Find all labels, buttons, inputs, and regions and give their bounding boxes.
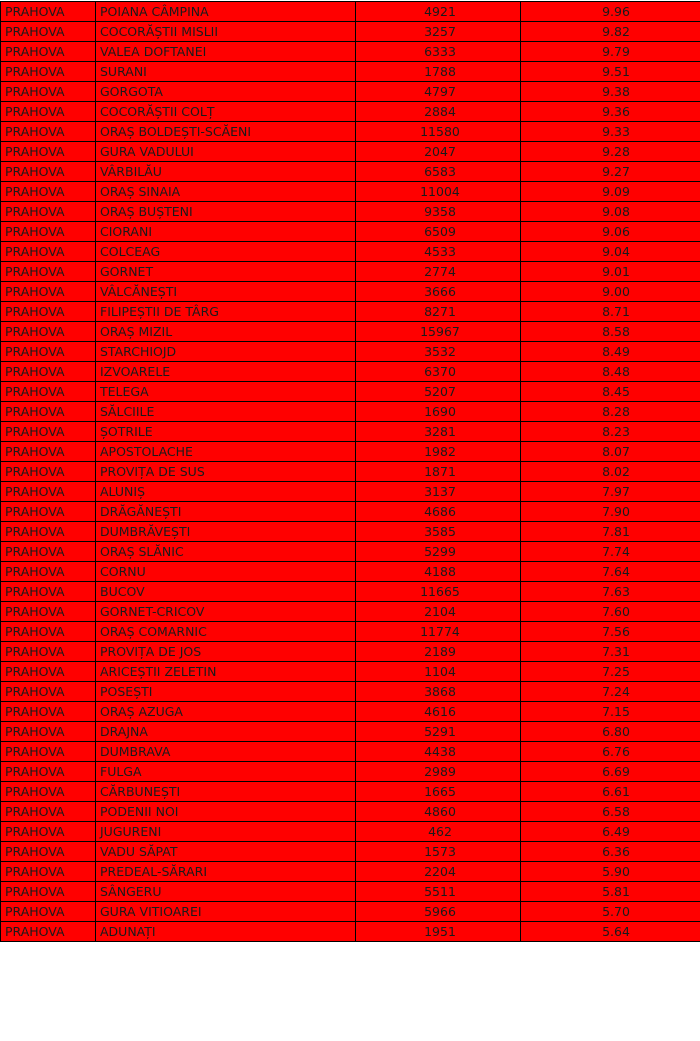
rate-cell[interactable]: 7.97 [521,482,700,502]
population-cell[interactable]: 2047 [356,142,521,162]
table-row [1,742,700,762]
county-cell[interactable]: PRAHOVA [1,282,96,302]
rate-cell[interactable]: 7.74 [521,542,700,562]
locality-cell[interactable]: ADUNAȚI [96,922,356,942]
population-cell[interactable]: 2204 [356,862,521,882]
county-cell[interactable]: PRAHOVA [1,842,96,862]
population-cell[interactable]: 2189 [356,642,521,662]
county-cell[interactable]: PRAHOVA [1,462,96,482]
county-cell[interactable]: PRAHOVA [1,242,96,262]
rate-cell[interactable]: 7.31 [521,642,700,662]
county-cell[interactable]: PRAHOVA [1,542,96,562]
county-cell[interactable]: PRAHOVA [1,22,96,42]
county-cell[interactable]: PRAHOVA [1,82,96,102]
table-row [1,102,700,122]
population-cell[interactable]: 1871 [356,462,521,482]
locality-cell[interactable]: SĂLCIILE [96,402,356,422]
spreadsheet-table [0,1,700,942]
county-cell[interactable]: PRAHOVA [1,182,96,202]
rate-cell[interactable]: 9.33 [521,122,700,142]
locality-cell[interactable]: CĂRBUNEȘTI [96,782,356,802]
county-cell[interactable]: PRAHOVA [1,602,96,622]
locality-cell[interactable]: ORAȘ SLĂNIC [96,542,356,562]
table-row [1,882,700,902]
table-row [1,342,700,362]
locality-cell[interactable]: VÂLCĂNEȘTI [96,282,356,302]
rate-cell[interactable]: 6.61 [521,782,700,802]
table-row [1,262,700,282]
county-cell[interactable]: PRAHOVA [1,322,96,342]
population-cell[interactable]: 2989 [356,762,521,782]
rate-cell[interactable]: 6.49 [521,822,700,842]
table-row [1,542,700,562]
rate-cell[interactable]: 7.60 [521,602,700,622]
population-cell[interactable]: 5299 [356,542,521,562]
county-cell[interactable]: PRAHOVA [1,362,96,382]
county-cell[interactable]: PRAHOVA [1,662,96,682]
rate-cell[interactable]: 5.81 [521,882,700,902]
locality-cell[interactable]: STARCHIOJD [96,342,356,362]
county-cell[interactable]: PRAHOVA [1,822,96,842]
locality-cell[interactable]: ORAȘ BUȘTENI [96,202,356,222]
rate-cell[interactable]: 7.63 [521,582,700,602]
locality-cell[interactable]: GORNET [96,262,356,282]
table-row [1,722,700,742]
rate-cell[interactable]: 9.51 [521,62,700,82]
table-row [1,322,700,342]
locality-cell[interactable]: ARICEȘTII ZELETIN [96,662,356,682]
table-row [1,182,700,202]
county-cell[interactable]: PRAHOVA [1,762,96,782]
table-row [1,522,700,542]
county-cell[interactable]: PRAHOVA [1,902,96,922]
rate-cell[interactable]: 9.04 [521,242,700,262]
table-row [1,562,700,582]
table-row [1,602,700,622]
rate-cell[interactable]: 9.79 [521,42,700,62]
population-cell[interactable]: 5291 [356,722,521,742]
locality-cell[interactable]: ORAȘ AZUGA [96,702,356,722]
table-row [1,702,700,722]
locality-cell[interactable]: ȘOTRILE [96,422,356,442]
table-row [1,422,700,442]
rate-cell[interactable]: 5.64 [521,922,700,942]
rate-cell[interactable]: 6.69 [521,762,700,782]
county-cell[interactable]: PRAHOVA [1,622,96,642]
locality-cell[interactable]: PROVIȚA DE JOS [96,642,356,662]
county-cell[interactable]: PRAHOVA [1,582,96,602]
locality-cell[interactable]: FILIPEȘTII DE TÂRG [96,302,356,322]
rate-cell[interactable]: 8.07 [521,442,700,462]
rate-cell[interactable]: 6.36 [521,842,700,862]
county-cell[interactable]: PRAHOVA [1,502,96,522]
locality-cell[interactable]: GURA VITIOAREI [96,902,356,922]
locality-cell[interactable]: POSEȘTI [96,682,356,702]
table-row [1,682,700,702]
locality-cell[interactable]: VADU SĂPAT [96,842,356,862]
locality-cell[interactable]: ORAȘ COMARNIC [96,622,356,642]
rate-cell[interactable]: 9.38 [521,82,700,102]
population-cell[interactable]: 11774 [356,622,521,642]
locality-cell[interactable]: GORNET-CRICOV [96,602,356,622]
population-cell[interactable]: 3281 [356,422,521,442]
rate-cell[interactable]: 8.45 [521,382,700,402]
rate-cell[interactable]: 7.64 [521,562,700,582]
rate-cell[interactable]: 9.36 [521,102,700,122]
population-cell[interactable]: 1982 [356,442,521,462]
locality-cell[interactable]: DUMBRĂVEȘTI [96,522,356,542]
table-row [1,82,700,102]
population-cell[interactable]: 1665 [356,782,521,802]
rate-cell[interactable]: 7.90 [521,502,700,522]
population-cell[interactable]: 8271 [356,302,521,322]
population-cell[interactable]: 4188 [356,562,521,582]
county-cell[interactable]: PRAHOVA [1,402,96,422]
county-cell[interactable]: PRAHOVA [1,122,96,142]
table-row [1,822,700,842]
rate-cell[interactable]: 9.01 [521,262,700,282]
table-row [1,922,700,942]
locality-cell[interactable]: GORGOTA [96,82,356,102]
population-cell[interactable]: 4533 [356,242,521,262]
table-row [1,382,700,402]
county-cell[interactable]: PRAHOVA [1,882,96,902]
table-row [1,642,700,662]
table-row [1,362,700,382]
rate-cell[interactable]: 8.23 [521,422,700,442]
table-row [1,462,700,482]
population-cell[interactable]: 1690 [356,402,521,422]
locality-cell[interactable]: CORNU [96,562,356,582]
county-cell[interactable]: PRAHOVA [1,222,96,242]
population-cell[interactable]: 4616 [356,702,521,722]
locality-cell[interactable]: PREDEAL-SĂRARI [96,862,356,882]
county-cell[interactable]: PRAHOVA [1,522,96,542]
rate-cell[interactable]: 9.96 [521,2,700,22]
population-cell[interactable]: 2884 [356,102,521,122]
population-cell[interactable]: 1104 [356,662,521,682]
population-cell[interactable]: 3666 [356,282,521,302]
county-cell[interactable]: PRAHOVA [1,682,96,702]
rate-cell[interactable]: 9.09 [521,182,700,202]
rate-cell[interactable]: 9.06 [521,222,700,242]
locality-cell[interactable]: ORAȘ MIZIL [96,322,356,342]
county-cell[interactable]: PRAHOVA [1,142,96,162]
locality-cell[interactable]: POIANA CÂMPINA [96,2,356,22]
table-row [1,242,700,262]
locality-cell[interactable]: PODENII NOI [96,802,356,822]
population-cell[interactable]: 6370 [356,362,521,382]
rate-cell[interactable]: 9.00 [521,282,700,302]
table-row [1,42,700,62]
locality-cell[interactable]: COCORĂȘTII COLȚ [96,102,356,122]
locality-cell[interactable]: DRAJNA [96,722,356,742]
table-row [1,762,700,782]
table-row [1,442,700,462]
locality-cell[interactable]: COLCEAG [96,242,356,262]
table-row [1,222,700,242]
county-cell[interactable]: PRAHOVA [1,642,96,662]
county-cell[interactable]: PRAHOVA [1,562,96,582]
table-body [1,2,700,942]
population-cell[interactable]: 6333 [356,42,521,62]
table-row [1,662,700,682]
population-cell[interactable]: 3532 [356,342,521,362]
population-cell[interactable]: 11004 [356,182,521,202]
rate-cell[interactable]: 7.56 [521,622,700,642]
table-row [1,302,700,322]
county-cell[interactable]: PRAHOVA [1,922,96,942]
locality-cell[interactable]: JUGURENI [96,822,356,842]
rate-cell[interactable]: 7.15 [521,702,700,722]
rate-cell[interactable]: 7.81 [521,522,700,542]
population-cell[interactable]: 2774 [356,262,521,282]
rate-cell[interactable]: 5.70 [521,902,700,922]
population-cell[interactable]: 6509 [356,222,521,242]
table-row [1,622,700,642]
rate-cell[interactable]: 7.24 [521,682,700,702]
county-cell[interactable]: PRAHOVA [1,342,96,362]
table-row [1,282,700,302]
county-cell[interactable]: PRAHOVA [1,742,96,762]
table-row [1,402,700,422]
rate-cell[interactable]: 9.28 [521,142,700,162]
locality-cell[interactable]: DUMBRAVA [96,742,356,762]
table-row [1,62,700,82]
rate-cell[interactable]: 8.28 [521,402,700,422]
table-row [1,502,700,522]
population-cell[interactable]: 11580 [356,122,521,142]
rate-cell[interactable]: 5.90 [521,862,700,882]
locality-cell[interactable]: COCORĂȘTII MISLII [96,22,356,42]
population-cell[interactable]: 5966 [356,902,521,922]
county-cell[interactable]: PRAHOVA [1,102,96,122]
table-row [1,202,700,222]
table-row [1,802,700,822]
table-row [1,482,700,502]
table-row [1,142,700,162]
locality-cell[interactable]: SÂNGERU [96,882,356,902]
county-cell[interactable]: PRAHOVA [1,862,96,882]
table-row [1,2,700,22]
population-cell[interactable]: 1788 [356,62,521,82]
population-cell[interactable]: 4797 [356,82,521,102]
rate-cell[interactable]: 9.08 [521,202,700,222]
rate-cell[interactable]: 8.02 [521,462,700,482]
rate-cell[interactable]: 7.25 [521,662,700,682]
county-cell[interactable]: PRAHOVA [1,422,96,442]
county-cell[interactable]: PRAHOVA [1,482,96,502]
county-cell[interactable]: PRAHOVA [1,202,96,222]
population-cell[interactable]: 9358 [356,202,521,222]
table-row [1,862,700,882]
population-cell[interactable]: 3137 [356,482,521,502]
locality-cell[interactable]: ALUNIȘ [96,482,356,502]
population-cell[interactable]: 11665 [356,582,521,602]
table-row [1,162,700,182]
rate-cell[interactable]: 6.58 [521,802,700,822]
county-cell[interactable]: PRAHOVA [1,302,96,322]
population-cell[interactable]: 4860 [356,802,521,822]
locality-cell[interactable]: BUCOV [96,582,356,602]
table-row [1,842,700,862]
county-cell[interactable]: PRAHOVA [1,442,96,462]
locality-cell[interactable]: APOSTOLACHE [96,442,356,462]
population-cell[interactable]: 1951 [356,922,521,942]
county-cell[interactable]: PRAHOVA [1,382,96,402]
locality-cell[interactable]: SURANI [96,62,356,82]
rate-cell[interactable]: 8.48 [521,362,700,382]
population-cell[interactable]: 5207 [356,382,521,402]
county-cell[interactable]: PRAHOVA [1,42,96,62]
population-cell[interactable]: 4921 [356,2,521,22]
rate-cell[interactable]: 6.80 [521,722,700,742]
county-cell[interactable]: PRAHOVA [1,62,96,82]
population-cell[interactable]: 2104 [356,602,521,622]
county-cell[interactable]: PRAHOVA [1,162,96,182]
county-cell[interactable]: PRAHOVA [1,802,96,822]
population-cell[interactable]: 3257 [356,22,521,42]
rate-cell[interactable]: 9.82 [521,22,700,42]
county-cell[interactable]: PRAHOVA [1,262,96,282]
county-cell[interactable]: PRAHOVA [1,702,96,722]
population-cell[interactable]: 15967 [356,322,521,342]
county-cell[interactable]: PRAHOVA [1,722,96,742]
population-cell[interactable]: 4686 [356,502,521,522]
locality-cell[interactable]: TELEGA [96,382,356,402]
locality-cell[interactable]: PROVIȚA DE SUS [96,462,356,482]
population-cell[interactable]: 6583 [356,162,521,182]
population-cell[interactable]: 462 [356,822,521,842]
rate-cell[interactable]: 9.27 [521,162,700,182]
locality-cell[interactable]: IZVOARELE [96,362,356,382]
table-row [1,902,700,922]
locality-cell[interactable]: VÂRBILĂU [96,162,356,182]
rate-cell[interactable]: 6.76 [521,742,700,762]
population-cell[interactable]: 3868 [356,682,521,702]
locality-cell[interactable]: CIORANI [96,222,356,242]
population-cell[interactable]: 3585 [356,522,521,542]
table-row [1,582,700,602]
locality-cell[interactable]: GURA VADULUI [96,142,356,162]
locality-cell[interactable]: VALEA DOFTANEI [96,42,356,62]
locality-cell[interactable]: ORAȘ SINAIA [96,182,356,202]
population-cell[interactable]: 1573 [356,842,521,862]
table-row [1,122,700,142]
locality-cell[interactable]: FULGA [96,762,356,782]
table-row [1,22,700,42]
rate-cell[interactable]: 8.58 [521,322,700,342]
table-row [1,782,700,802]
county-cell[interactable]: PRAHOVA [1,782,96,802]
rate-cell[interactable]: 8.49 [521,342,700,362]
county-cell[interactable]: PRAHOVA [1,2,96,22]
population-cell[interactable]: 4438 [356,742,521,762]
locality-cell[interactable]: ORAȘ BOLDEȘTI-SCĂENI [96,122,356,142]
locality-cell[interactable]: DRĂGĂNEȘTI [96,502,356,522]
population-cell[interactable]: 5511 [356,882,521,902]
rate-cell[interactable]: 8.71 [521,302,700,322]
